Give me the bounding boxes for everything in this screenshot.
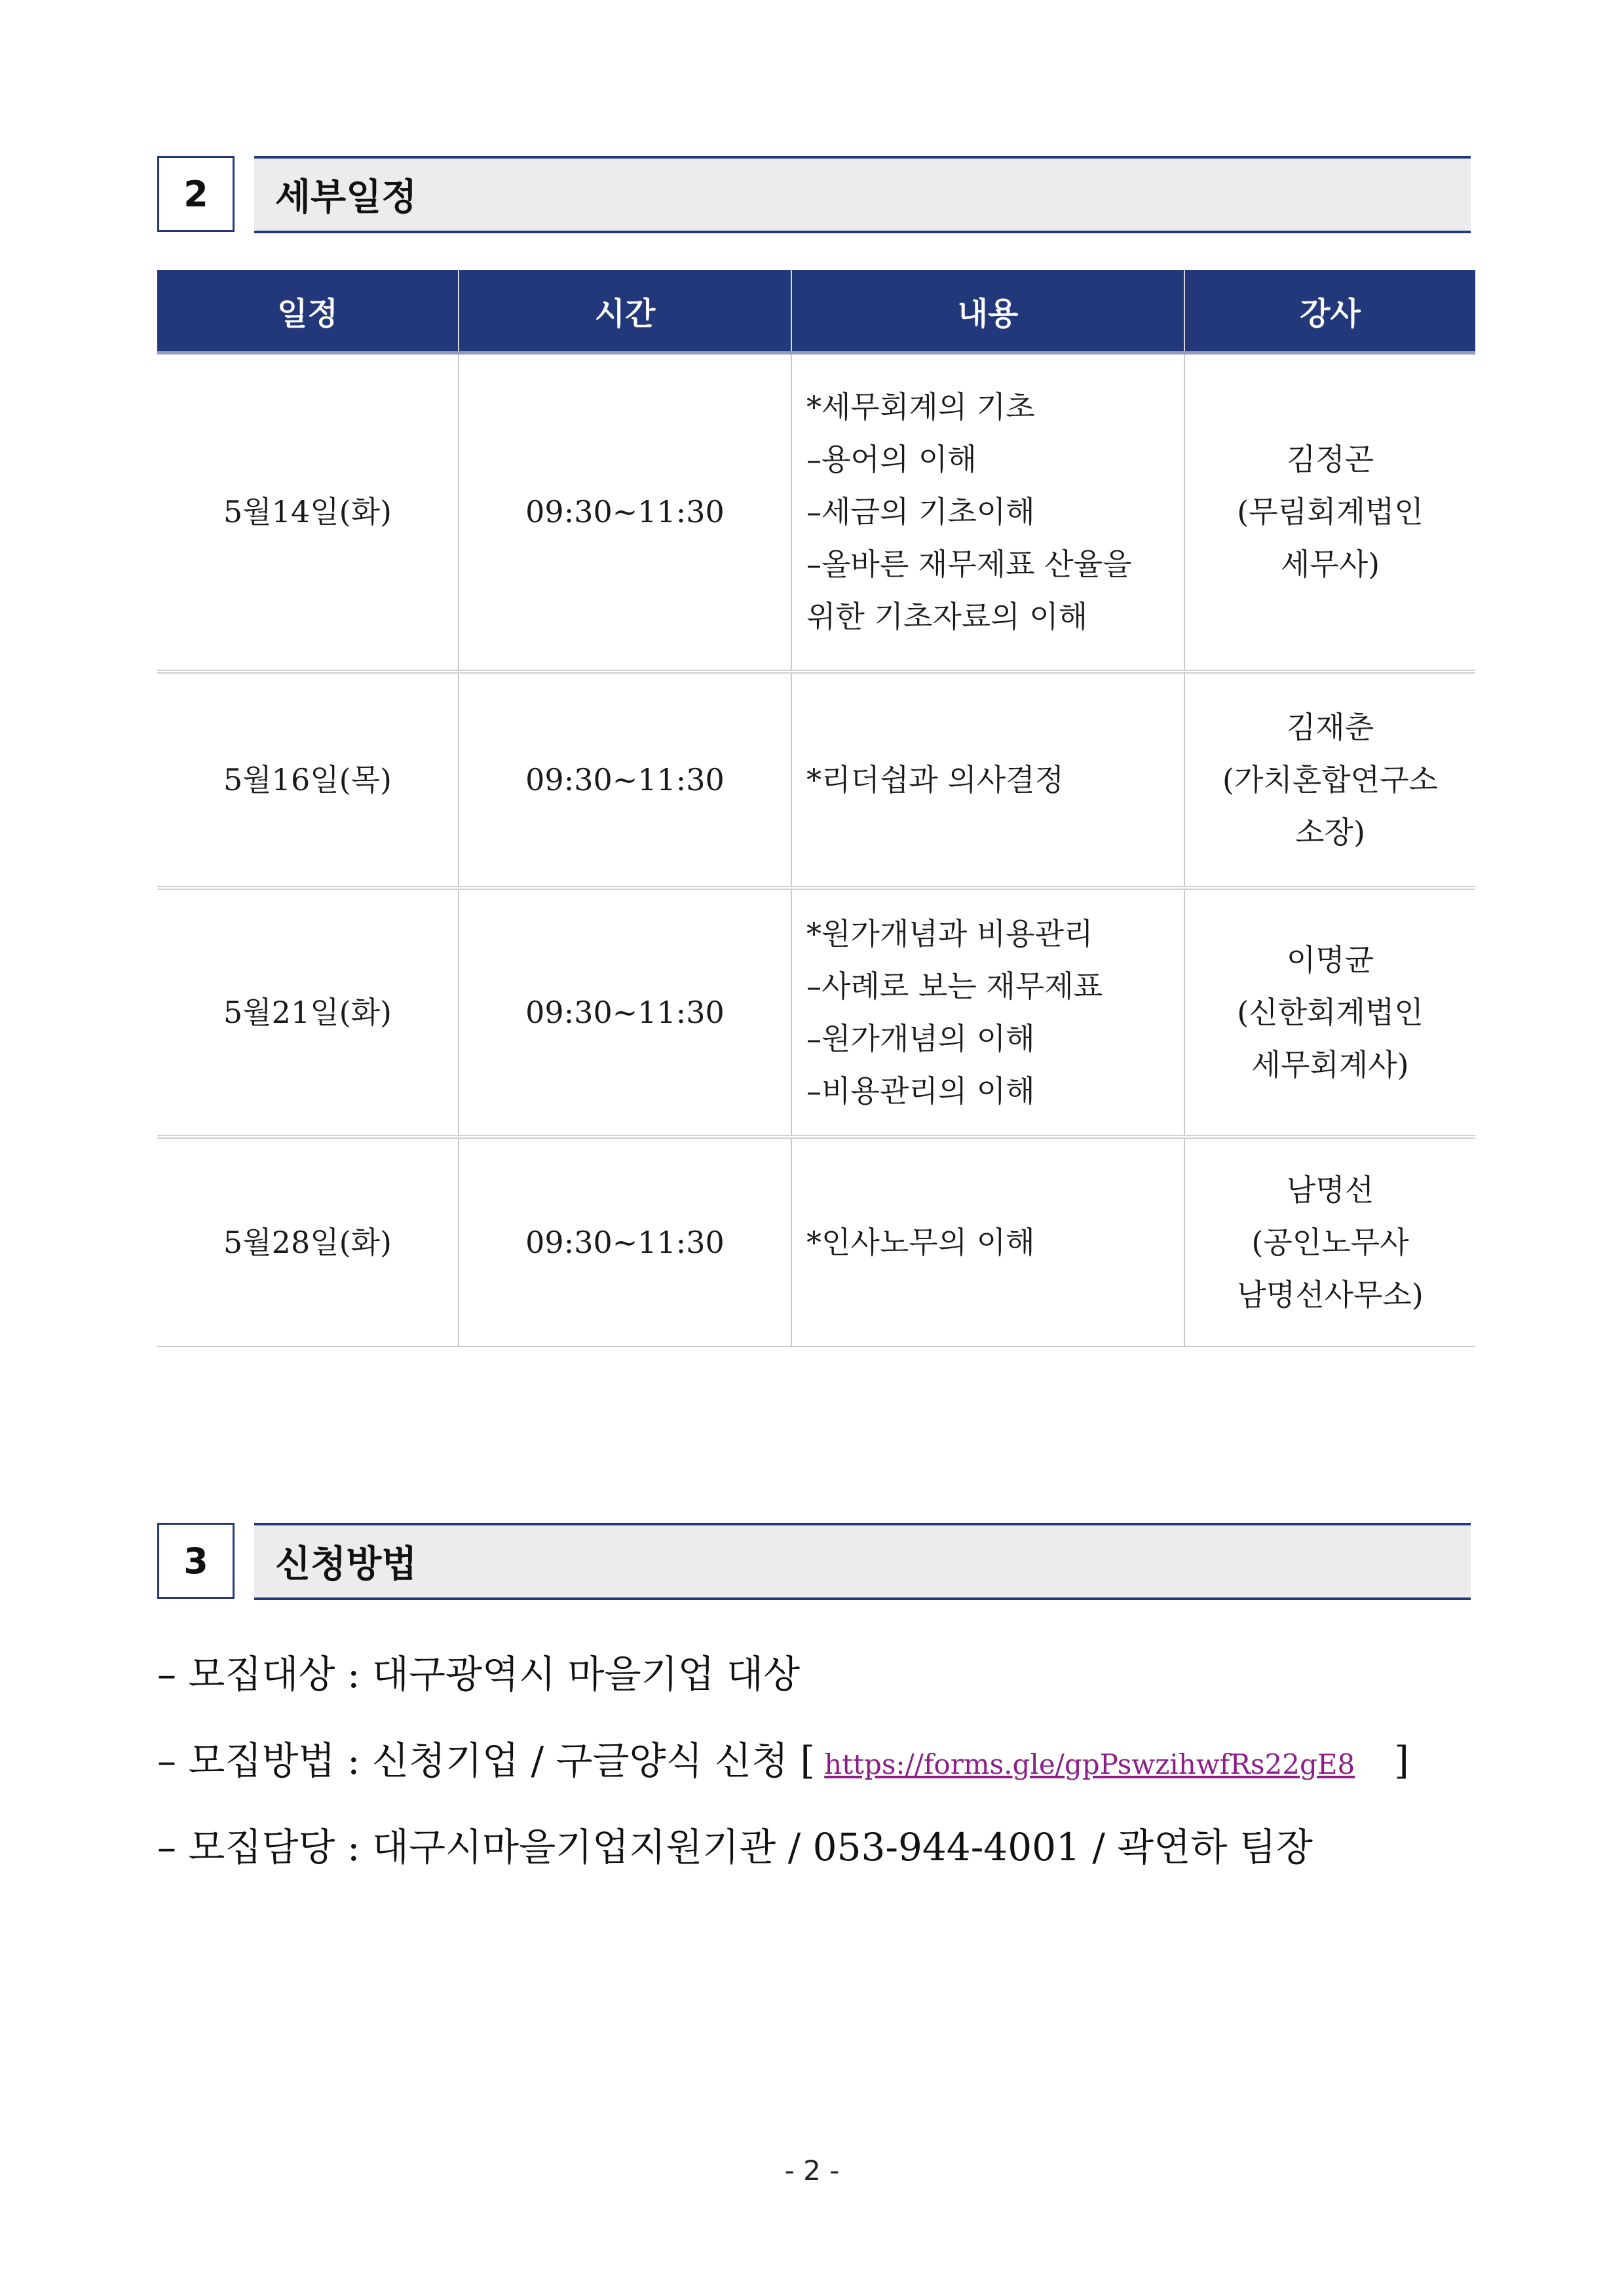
section-2-title: 세부일정 xyxy=(254,156,1471,233)
session-date: 5월16일(목) xyxy=(157,672,459,888)
session-content xyxy=(791,672,1184,888)
session-content xyxy=(791,353,1184,672)
apply-method-text: – 모집방법 : 신청기업 / 구글양식 신청 [ xyxy=(157,1738,816,1783)
content-line: –비용관리의 이해 xyxy=(806,1073,1035,1109)
session-instructor xyxy=(1184,888,1475,1137)
content-line: 위한 기초자료의 이해 xyxy=(806,599,1088,635)
instructor-title: 세무회계사) xyxy=(1251,1046,1409,1082)
apply-contact: – 모집담당 : 대구시마을기업지원기관 / 053-944-4001 / 곽연하 팀장 xyxy=(157,1825,1313,1869)
header-instructor: 강사 xyxy=(1184,270,1475,353)
content-line: *리더쉽과 의사결정 xyxy=(806,761,1065,797)
table-row xyxy=(157,888,1475,1137)
apply-method-bracket: ] xyxy=(1394,1738,1409,1783)
instructor-affiliation: (신한회계법인 xyxy=(1237,994,1424,1030)
header-content: 내용 xyxy=(791,270,1184,353)
content-line: *원가개념과 비용관리 xyxy=(806,915,1093,951)
apply-target: – 모집대상 : 대구광역시 마을기업 대상 xyxy=(157,1652,801,1696)
session-date: 5월28일(화) xyxy=(157,1137,459,1347)
session-time: 09:30~11:30 xyxy=(459,672,791,888)
table-row xyxy=(157,672,1475,888)
session-date: 5월14일(화) xyxy=(157,353,459,672)
instructor-name: 김정곤 xyxy=(1286,442,1374,478)
content-line: –세금의 기초이해 xyxy=(806,494,1035,530)
session-content xyxy=(791,888,1184,1137)
table-row xyxy=(157,353,1475,672)
instructor-name: 김재춘 xyxy=(1286,709,1374,745)
content-line: –용어의 이해 xyxy=(806,442,977,478)
page-number: - 2 - xyxy=(784,2154,840,2187)
schedule-table xyxy=(157,270,1475,1347)
session-time: 09:30~11:30 xyxy=(459,888,791,1137)
header-date: 일정 xyxy=(157,270,459,353)
instructor-name: 남명선 xyxy=(1286,1172,1374,1208)
section-2-number: 2 xyxy=(157,156,235,232)
session-instructor xyxy=(1184,672,1475,888)
content-line: *인사노무의 이해 xyxy=(806,1224,1035,1260)
schedule-header-row xyxy=(157,270,1475,353)
content-line: *세무회계의 기초 xyxy=(806,389,1035,425)
apply-method xyxy=(157,1730,1409,1785)
session-content xyxy=(791,1137,1184,1347)
section-3-header xyxy=(157,1523,1471,1601)
session-date: 5월21일(화) xyxy=(157,888,459,1137)
session-instructor xyxy=(1184,1137,1475,1347)
session-time: 09:30~11:30 xyxy=(459,1137,791,1347)
table-row xyxy=(157,1137,1475,1347)
instructor-title: 소장) xyxy=(1295,814,1365,850)
section-2-header xyxy=(157,156,1471,235)
instructor-affiliation: (가치혼합연구소 xyxy=(1222,761,1438,797)
session-time: 09:30~11:30 xyxy=(459,353,791,672)
content-line: –사례로 보는 재무제표 xyxy=(806,968,1103,1004)
instructor-name: 이명균 xyxy=(1286,942,1374,978)
instructor-title: 남명선사무소) xyxy=(1237,1276,1424,1312)
instructor-affiliation: (공인노무사 xyxy=(1251,1224,1409,1260)
content-line: –올바른 재무제표 산율을 xyxy=(806,546,1132,583)
instructor-affiliation: (무림회계법인 xyxy=(1237,494,1424,530)
section-3-title: 신청방법 xyxy=(254,1523,1471,1600)
header-time: 시간 xyxy=(459,270,791,353)
content-line: –원가개념의 이해 xyxy=(806,1020,1035,1056)
instructor-title: 세무사) xyxy=(1280,546,1380,583)
section-3-number: 3 xyxy=(157,1523,235,1599)
session-instructor xyxy=(1184,353,1475,672)
google-form-link[interactable]: https://forms.gle/gpPswzihwfRs22gE8 xyxy=(824,1748,1355,1780)
